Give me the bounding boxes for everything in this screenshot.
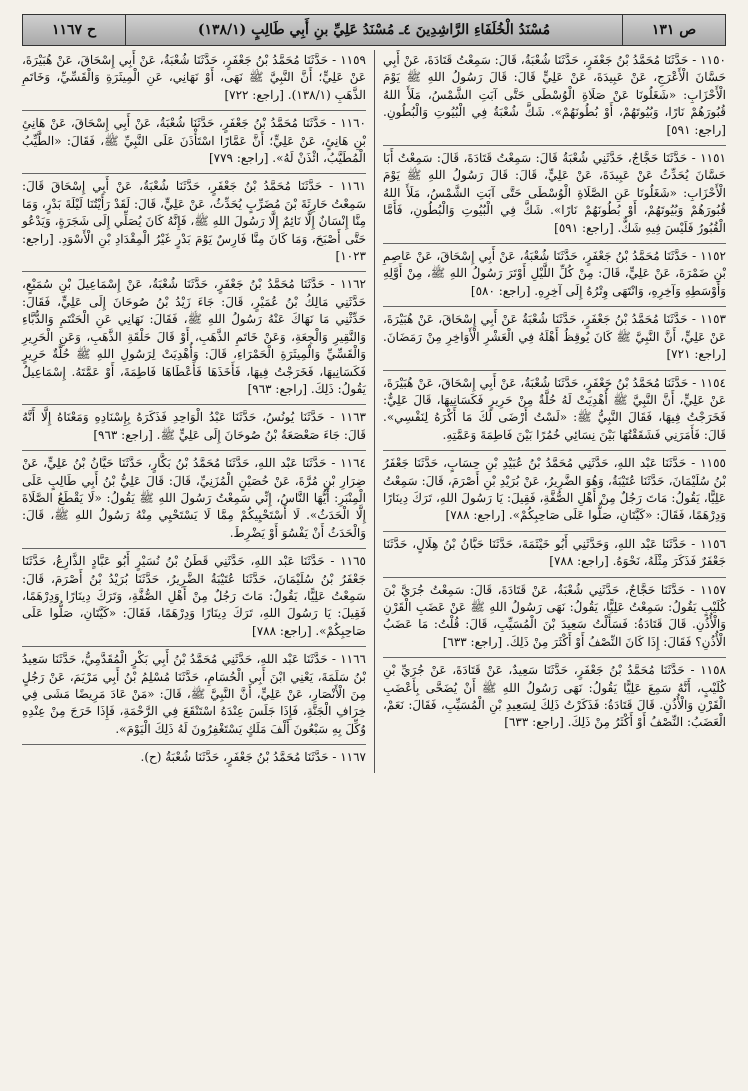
hadith-1162: ١١٦٢ - حَدَّثَنَا مُحَمَّدُ بْنُ جَعْفَرٍ، حَدَّثَنَا شُعْبَةُ، عَنْ إِسْمَاعِيلَ بْنِ سُمَيْعٍ، حَدَّثَنِي مَالِكُ بْنُ عُمَيْرٍ، قَالَ: جَاءَ زَيْدُ بْنُ صُوحَانَ إِلَى عَلِيٍّ، فَقَالَ: حَدِّثْنِي مَا نَهَاكَ عَنْهُ رَسُولُ اللهِ ﷺ، فَقَالَ: نَهَانِي عَنِ الْحَنْتَمِ وَالدُّبَّاءِ وَالنَّقِيرِ وَالْجِعَةِ، وَعَنْ خَاتَمِ الذَّهَبِ، أَوْ قَالَ حَلْقَةِ الذَّهَبِ، وَعَنِ الْحَرِيرِ وَالْقَسِّيِّ وَالْمِيثَرَةِ الْحَمْرَاءِ، قَالَ: وَأُهْدِيَتْ لِرَسُولِ اللهِ ﷺ حُلَّةٌ حَرِيرٍ فَكَسَانِيهَا، فَخَرَجْتُ فِيهَا، فَأَخَذَهَا فَأَعْطَاهَا فَاطِمَةَ، أَوْ عَمَّتَهُ. إِسْمَاعِيلُ يَقُولُ: ذَلِكَ. [راجع: ٩٦٣] [22, 272, 366, 405]
hadith-1154: ١١٥٤ - حَدَّثَنَا مُحَمَّدُ بْنُ جَعْفَرٍ، حَدَّثَنَا شُعْبَةُ، عَنْ أَبِي إِسْحَاقَ، عَنْ هُبَيْرَةَ، عَنْ عَلِيٍّ، أَنَّ النَّبِيَّ ﷺ أُهْدِيَتْ لَهُ حُلَّةٌ مِنْ حَرِيرٍ فَكَسَانِيهَا، قَالَ عَلِيٌّ: فَخَرَجْتُ فِيهَا، فَقَالَ النَّبِيُّ ﷺ: «لَسْتُ أَرْضَى لَكَ مَا أَكْرَهُ لِنَفْسِي». قَالَ: فَأَمَرَنِي فَشَقَقْتُهَا بَيْنَ نِسَائِي خُمُرًا بَيْنَ فَاطِمَةَ وَعَمَّتِهِ. [383, 371, 726, 452]
hadith-1166: ١١٦٦ - حَدَّثَنَا عَبْد اللهِ، حَدَّثَنِي مُحَمَّدُ بْنُ أَبِي بَكْرٍ الْمُقَدَّمِيُّ، حَدَّثَنَا سَعِيدُ بْنُ سَلَمَةَ، يَعْنِي ابْنَ أَبِي الْحُسَامِ، حَدَّثَنَا مُسْلِمُ بْنُ أَبِي مَرْيَمَ، عَنْ رَجُلٍ مِنَ الْأَنْصَارِ، عَنْ عَلِيٍّ، أَنَّ النَّبِيَّ ﷺ، قَالَ: «مَنْ عَادَ مَرِيضًا مَشَى فِي خِرَافِ الْجَنَّةِ، فَإِذَا جَلَسَ عِنْدَهُ اسْتَنْقَعَ فِي الرَّحْمَةِ، فَإِذَا خَرَجَ مِنْ عِنْدِهِ وُكِّلَ بِهِ سَبْعُونَ أَلْفَ مَلَكٍ يَسْتَغْفِرُونَ لَهُ ذَلِكَ الْيَوْمَ». [22, 647, 366, 745]
hadith-1155: ١١٥٥ - حَدَّثَنَا عَبْد اللهِ، حَدَّثَنِي مُحَمَّدُ بْنُ عُبَيْدِ بْنِ حِسَابٍ، حَدَّثَنَا جَعْفَرُ بْنُ سُلَيْمَانَ، حَدَّثَنَا عُتَيْبَةُ، وَهُوَ الضَّرِيرُ، عَنْ بُرَيْدِ بْنِ أَصْرَمَ، قَالَ: سَمِعْتُ عَلِيًّا، يَقُولُ: مَاتَ رَجُلٌ مِنْ أَهْلِ الصُّفَّةِ، فَقِيلَ: يَا رَسُولَ اللهِ، تَرَكَ دِينَارًا وَدِرْهَمًا، فَقَالَ: «كَيَّتَانِ، صَلُّوا عَلَى صَاحِبِكُمْ». [راجع: ٧٨٨] [383, 451, 726, 532]
hadith-1159: ١١٥٩ - حَدَّثَنَا مُحَمَّدُ بْنُ جَعْفَرٍ، حَدَّثَنَا شُعْبَةُ، عَنْ أَبِي إِسْحَاقَ، عَنْ هُبَيْرَةَ، عَنْ عَلِيٍّ؛ أَنَّ النَّبِيَّ ﷺ نَهَى، أَوْ نَهَانِي، عَنِ الْمِيثَرَةِ وَالْقَسِّيِّ، وَخَاتَمِ الذَّهَبِ (١٣٨/١). [راجع: ٧٢٢] [22, 50, 366, 111]
hadith-1152: ١١٥٢ - حَدَّثَنَا مُحَمَّدُ بْنُ جَعْفَرٍ، حَدَّثَنَا شُعْبَةُ، عَنْ أَبِي إِسْحَاقَ، عَنْ عَاصِمِ بْنِ ضَمْرَةَ، عَنْ عَلِيٍّ، قَالَ: مِنْ كُلِّ اللَّيْلِ أَوْتَرَ رَسُولُ اللهِ ﷺ، مِنْ أَوَّلِهِ وَأَوْسَطِهِ وَآخِرِهِ، وَانْتَهَى وِتْرُهُ إِلَى آخِرِهِ. [راجع: ٥٨٠] [383, 244, 726, 307]
running-title: مُسْنَدُ الْخُلَفَاءِ الرَّاشِدِينَ ٤ـ مُسْنَدُ عَلِيِّ بنِ أَبِي طَالِبٍ (١٣٨/١) [125, 15, 623, 45]
hadith-1161: ١١٦١ - حَدَّثَنَا مُحَمَّدُ بْنُ جَعْفَرٍ، حَدَّثَنَا شُعْبَةُ، عَنْ أَبِي إِسْحَاقَ قَالَ: سَمِعْتُ حَارِثَةَ بْنَ مُضَرِّبٍ يُحَدِّثُ، عَنْ عَلِيٍّ، قَالَ: لَقَدْ رَأَيْتُنَا لَيْلَةَ بَدْرٍ، وَمَا مِنَّا إِنْسَانٌ إِلَّا نَائِمٌ إِلَّا رَسُولَ اللهِ ﷺ، فَإِنَّهُ كَانَ يُصَلِّي إِلَى شَجَرَةٍ، وَيَدْعُو حَتَّى أَصْبَحَ، وَمَا كَانَ مِنَّا فَارِسٌ يَوْمَ بَدْرٍ غَيْرُ الْمِقْدَادِ بْنِ الْأَسْوَدِ. [راجع: ١٠٢٣] [22, 174, 366, 272]
left-column [22, 50, 374, 773]
hadith-1163: ١١٦٣ - حَدَّثَنَا يُونُسُ، حَدَّثَنَا عَبْدُ الْوَاحِدِ فَذَكَرَهُ بِإِسْنَادِهِ وَمَعْنَاهُ إِلَّا أَنَّهُ قَالَ: جَاءَ صَعْصَعَةُ بْنُ صُوحَانَ إِلَى عَلِيٍّ ﷺ. [راجع: ٩٦٣] [22, 405, 366, 451]
hadith-1158: ١١٥٨ - حَدَّثَنَا مُحَمَّدُ بْنُ جَعْفَرٍ، حَدَّثَنَا سَعِيدٌ، عَنْ قَتَادَةَ، عَنْ جُرَيِّ بْنِ كُلَيْبٍ، أَنَّهُ سَمِعَ عَلِيًّا يَقُولُ: نَهَى رَسُولُ اللهِ ﷺ أَنْ يُضَحَّى بِأَعْضَبِ الْقَرْنِ وَالْأُذُنِ. قَالَ قَتَادَةُ: فَذَكَرْتُ ذَلِكَ لِسَعِيدِ بْنِ الْمُسَيِّبِ، فَقَالَ: نَعَمْ، الْعَضَبُ: النِّصْفُ أَوْ أَكْثَرُ مِنْ ذَلِكَ. [راجع: ٦٣٣] [383, 663, 726, 730]
running-header [22, 14, 726, 46]
hadith-1157: ١١٥٧ - حَدَّثَنَا حَجَّاجٌ، حَدَّثَنِي شُعْبَةُ، عَنْ قَتَادَةَ، قَالَ: سَمِعْتُ جُرَيَّ بْنَ كُلَيْبٍ يَقُولُ: سَمِعْتُ عَلِيًّا، يَقُولُ: نَهَى رَسُولُ اللهِ ﷺ عَنْ عَضَبِ الْقَرْنِ وَالْأُذُنِ. قَالَ قَتَادَةُ: فَسَأَلْتُ سَعِيدَ بْنَ الْمُسَيِّبِ، قَالَ: قُلْتُ: مَا عَضَبُ الْأُذُنِ؟ فَقَالَ: إِذَا كَانَ النِّصْفُ أَوْ أَكْثَرَ مِنْ ذَلِكَ. [راجع: ٦٣٣] [383, 578, 726, 659]
right-column [374, 50, 726, 773]
hadith-1156: ١١٥٦ - حَدَّثَنَا عَبْد اللهِ، وَحَدَّثَنِي أَبُو خَيْثَمَةَ، حَدَّثَنَا حَبَّانُ بْنُ هِلَالٍ، حَدَّثَنَا جَعْفَرٌ فَذَكَرَ مِثْلَهُ، نَحْوَهُ. [راجع: ٧٨٨] [383, 532, 726, 578]
hadith-1160: ١١٦٠ - حَدَّثَنَا مُحَمَّدُ بْنُ جَعْفَرٍ، حَدَّثَنَا شُعْبَةُ، عَنْ أَبِي إِسْحَاقَ، عَنْ هَانِئِ بْنِ هَانِئٍ، عَنْ عَلِيٍّ؛ أَنَّ عَمَّارًا اسْتَأْذَنَ عَلَى النَّبِيِّ ﷺ، فَقَالَ: «الطَّيِّبُ الْمُطَيَّبُ، ائْذَنْ لَهُ». [راجع: ٧٧٩] [22, 111, 366, 174]
page-number: ص ١٣١ [651, 22, 697, 38]
hadith-1151: ١١٥١ - حَدَّثَنَا حَجَّاجٌ، حَدَّثَنِي شُعْبَةُ قَالَ: سَمِعْتُ قَتَادَةَ، قَالَ: سَمِعْتُ أَبَا حَسَّانَ يُحَدِّثُ عَنْ عَبِيدَةَ، عَنْ عَلِيٍّ، قَالَ: قَالَ رَسُولُ اللهِ ﷺ يَوْمَ الْأَحْزَابِ: «شَغَلُونَا عَنِ الصَّلَاةِ الْوُسْطَى حَتَّى آبَتِ الشَّمْسُ، مَلَأَ اللهُ قُبُورَهُمْ وَبُيُوتَهُمْ، أَوْ بُطُونَهُمْ نَارًا». شَكَّ فِي الْبُيُوتِ وَالْبُطُونِ، فَأَمَّا الْقُبُورُ فَلَيْسَ فِيهِ شَكٌّ. [راجع: ٥٩١] [383, 146, 726, 244]
hadith-1165: ١١٦٥ - حَدَّثَنَا عَبْد اللهِ، حَدَّثَنِي قَطَنُ بْنُ نُسَيْرٍ أَبُو عَبَّادٍ الذَّارِعُ، حَدَّثَنَا جَعْفَرُ بْنُ سُلَيْمَانَ، حَدَّثَنَا عُتَيْبَةُ الضَّرِيرُ، حَدَّثَنَا بُرَيْدُ بْنُ أَصْرَمَ، قَالَ: سَمِعْتُ عَلِيًّا، يَقُولُ: مَاتَ رَجُلٌ مِنْ أَهْلِ الصُّفَّةِ، وَتَرَكَ دِينَارًا وَدِرْهَمًا، فَقِيلَ: يَا رَسُولَ اللهِ، تَرَكَ دِينَارًا وَدِرْهَمًا، فَقَالَ: «كَيَّتَانِ، صَلُّوا عَلَى صَاحِبِكُمْ». [راجع: ٧٨٨] [22, 549, 366, 647]
hadith-1153: ١١٥٣ - حَدَّثَنَا مُحَمَّدُ بْنُ جَعْفَرٍ، حَدَّثَنَا شُعْبَةُ عَنْ أَبِي إِسْحَاقَ، عَنْ هُبَيْرَةَ، عَنْ عَلِيٍّ، أَنَّ النَّبِيَّ ﷺ كَانَ يُوقِظُ أَهْلَهُ فِي الْعَشْرِ الْأَوَاخِرِ مِنْ رَمَضَانَ. [راجع: ٧٢١] [383, 307, 726, 370]
hadith-range: ح ١١٦٧ [52, 22, 96, 38]
hadith-1167: ١١٦٧ - حَدَّثَنَا مُحَمَّدُ بْنُ جَعْفَرٍ، حَدَّثَنَا شُعْبَةُ (ح). [140, 750, 366, 765]
hadith-1150: ١١٥٠ - حَدَّثَنَا مُحَمَّدُ بْنُ جَعْفَرٍ، حَدَّثَنَا شُعْبَةُ، قَالَ: سَمِعْتُ قَتَادَةَ، عَنْ أَبِي حَسَّانَ الْأَعْرَجِ، عَنْ عَبِيدَةَ، عَنْ عَلِيٍّ قَالَ: قَالَ رَسُولُ اللهِ ﷺ يَوْمَ الْأَحْزَابِ: «شَغَلُونَا عَنْ صَلَاةِ الْوُسْطَى حَتَّى آبَتِ الشَّمْسُ، مَلَأَ اللهُ قُبُورَهُمْ نَارًا، وَبُيُوتَهُمْ، أَوْ بُطُونَهُمْ». شَكَّ شُعْبَةُ فِي الْبُيُوتِ وَالْبُطُونِ. [راجع: ٥٩١] [383, 50, 726, 146]
hadith-1164: ١١٦٤ - حَدَّثَنَا عَبْد اللهِ، حَدَّثَنَا مُحَمَّدُ بْنُ بَكَّارٍ، حَدَّثَنَا حَيَّانُ بْنُ عَلِيٍّ، عَنْ ضِرَارِ بْنِ مُرَّةَ، عَنْ حُصَيْنٍ الْمُزَنِيِّ، قَالَ: قَالَ عَلِيُّ بْنُ أَبِي طَالِبٍ عَلَى الْمِنْبَرِ: أَيُّهَا النَّاسُ، إِنِّي سَمِعْتُ رَسُولَ اللهِ ﷺ يَقُولُ: «لَا يَقْطَعُ الصَّلَاةَ إِلَّا الْحَدَثُ». لَا أَسْتَحْيِيكُمْ مِمَّا لَا يَسْتَحْيِي مِنْهُ رَسُولُ اللهِ ﷺ، قَالَ: وَالْحَدَثُ أَنْ يَفْسُوَ أَوْ يَضْرِطَ. [22, 451, 366, 549]
text-columns [22, 50, 726, 773]
